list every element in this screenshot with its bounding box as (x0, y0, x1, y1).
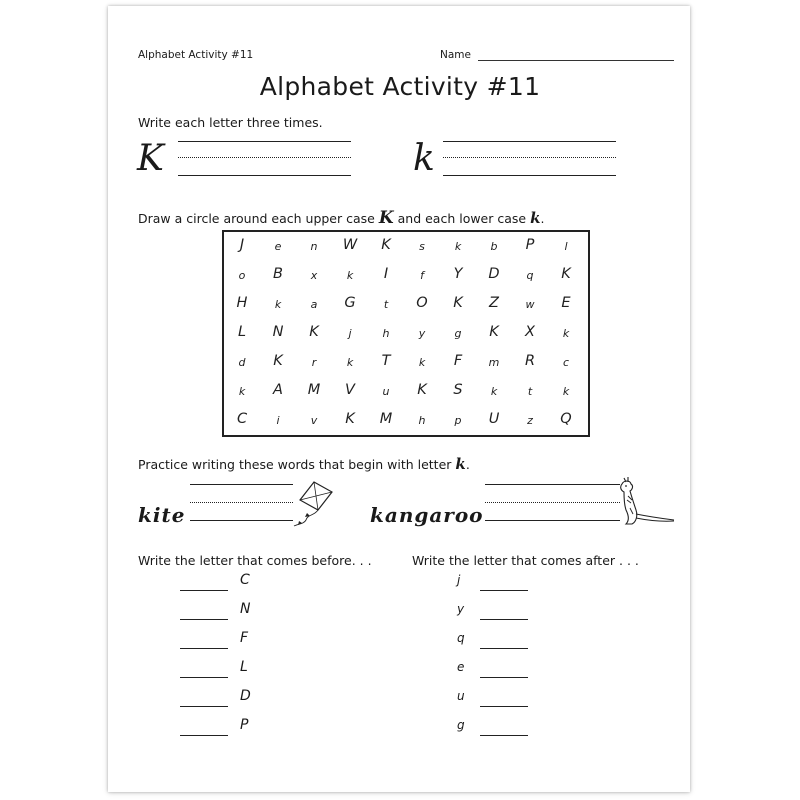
grid-letter[interactable]: N (272, 324, 284, 340)
grid-letter[interactable]: P (525, 237, 535, 253)
grid-letter[interactable]: r (311, 356, 317, 369)
practice-instruction-k: k (455, 455, 466, 473)
before-answer-line[interactable] (180, 706, 228, 707)
grid-letter[interactable]: k (238, 385, 246, 398)
uppercase-k-top-line (178, 141, 351, 142)
grid-letter[interactable]: j (348, 327, 352, 340)
circle-instruction (138, 208, 544, 228)
grid-letter[interactable]: M (379, 411, 393, 427)
uppercase-k-dotted-line[interactable] (178, 157, 351, 158)
after-letter: j (457, 573, 461, 587)
kangaroo-base-line (485, 520, 620, 521)
grid-letter[interactable]: i (276, 414, 280, 427)
circle-instruction-text-1: Draw a circle around each upper case (138, 211, 375, 226)
grid-letter[interactable]: l (564, 240, 568, 253)
page-title: Alphabet Activity #11 (259, 72, 541, 101)
kite-top-line (190, 484, 293, 485)
after-answer-line[interactable] (480, 590, 528, 591)
grid-letter[interactable]: O (416, 295, 428, 311)
circle-instruction-text-2: and each lower case (397, 211, 527, 226)
grid-letter[interactable]: L (237, 324, 247, 340)
name-label: Name (440, 49, 471, 61)
after-answer-line[interactable] (480, 648, 528, 649)
grid-letter[interactable]: p (454, 414, 462, 427)
grid-letter[interactable]: K (489, 324, 499, 340)
grid-letter[interactable]: b (490, 240, 498, 253)
grid-letter[interactable]: k (562, 327, 570, 340)
grid-letter[interactable]: u (382, 385, 390, 398)
uppercase-k-base-line (178, 175, 351, 176)
grid-letter[interactable]: K (453, 295, 463, 311)
grid-letter[interactable]: Z (489, 295, 499, 311)
before-answer-line[interactable] (180, 677, 228, 678)
grid-letter[interactable]: A (273, 382, 283, 398)
grid-letter[interactable]: t (527, 385, 533, 398)
grid-letter[interactable]: t (383, 298, 389, 311)
grid-letter[interactable]: e (274, 240, 282, 253)
before-letter: C (240, 572, 250, 588)
grid-letter[interactable]: d (238, 356, 246, 369)
kangaroo-dotted-line[interactable] (485, 502, 620, 503)
after-instruction: Write the letter that comes after . . . (412, 553, 639, 568)
grid-letter[interactable]: M (307, 382, 321, 398)
grid-letter[interactable]: F (453, 353, 463, 369)
before-answer-line[interactable] (180, 590, 228, 591)
grid-letter[interactable]: H (236, 295, 248, 311)
name-line[interactable] (478, 60, 674, 61)
grid-letter[interactable]: J (239, 237, 245, 253)
circle-instruction-lower-k: k (530, 209, 541, 227)
grid-letter[interactable]: x (310, 269, 318, 282)
circle-instruction-upper-k: K (378, 208, 394, 228)
kite-icon (288, 480, 336, 530)
grid-letter[interactable]: K (345, 411, 355, 427)
before-letter: D (240, 688, 251, 704)
grid-letter[interactable]: v (310, 414, 318, 427)
grid-letter[interactable]: K (561, 266, 571, 282)
lowercase-k-dotted-line[interactable] (443, 157, 616, 158)
grid-letter[interactable]: k (274, 298, 282, 311)
grid-letter[interactable]: w (525, 298, 535, 311)
letter-search-grid (222, 230, 590, 437)
grid-letter[interactable]: R (524, 353, 536, 369)
grid-letter[interactable]: I (383, 266, 389, 282)
after-letter: e (457, 660, 465, 674)
grid-letter[interactable]: K (417, 382, 427, 398)
circle-instruction-period: . (540, 211, 545, 226)
kangaroo-top-line (485, 484, 620, 485)
before-answer-line[interactable] (180, 619, 228, 620)
practice-words-instruction (138, 455, 470, 473)
grid-letter[interactable]: m (488, 356, 500, 369)
before-letter: N (240, 601, 251, 617)
kite-dotted-line[interactable] (190, 502, 293, 503)
grid-letter[interactable]: S (453, 382, 463, 398)
grid-letter[interactable]: n (310, 240, 318, 253)
kangaroo-icon (612, 474, 676, 528)
grid-letter[interactable]: y (418, 327, 426, 340)
practice-instruction-period: . (465, 457, 470, 472)
before-instruction: Write the letter that comes before. . . (138, 553, 372, 568)
grid-letter[interactable]: D (488, 266, 500, 282)
grid-letter[interactable]: o (238, 269, 246, 282)
grid-letter[interactable]: h (382, 327, 390, 340)
after-letter: u (457, 689, 465, 703)
after-answer-line[interactable] (480, 619, 528, 620)
before-answer-line[interactable] (180, 648, 228, 649)
grid-letter[interactable]: C (236, 411, 248, 427)
lowercase-k-top-line (443, 141, 616, 142)
grid-letter[interactable]: f (420, 269, 424, 282)
grid-letter[interactable]: g (454, 327, 462, 340)
before-letter: L (240, 659, 248, 675)
header-activity-label: Alphabet Activity #11 (138, 49, 254, 61)
after-answer-line[interactable] (480, 677, 528, 678)
grid-letter[interactable]: a (310, 298, 318, 311)
grid-letter[interactable]: h (418, 414, 426, 427)
grid-letter[interactable]: k (346, 269, 354, 282)
grid-letter[interactable]: E (561, 295, 571, 311)
after-letter: q (457, 631, 465, 645)
grid-letter[interactable]: K (273, 353, 283, 369)
uppercase-k-model: K (137, 138, 164, 179)
lowercase-k-model: k (413, 138, 435, 179)
grid-letter[interactable]: W (342, 237, 358, 253)
grid-letter[interactable]: q (526, 269, 534, 282)
grid-letter[interactable]: V (345, 382, 355, 398)
grid-letter[interactable]: B (273, 266, 283, 282)
write-letters-instruction: Write each letter three times. (138, 115, 323, 130)
grid-letter[interactable]: k (454, 240, 462, 253)
before-letter: F (240, 630, 249, 646)
after-letter: y (457, 602, 465, 616)
after-answer-line[interactable] (480, 706, 528, 707)
grid-letter[interactable]: X (525, 324, 535, 340)
practice-instruction-text: Practice writing these words that begin with letter (138, 457, 452, 472)
word-kite: kite (138, 503, 186, 527)
after-letter: g (457, 718, 465, 732)
grid-letter[interactable]: k (418, 356, 426, 369)
grid-letter[interactable]: s (419, 240, 425, 253)
grid-letter[interactable]: Q (560, 411, 572, 427)
grid-letter[interactable]: z (527, 414, 533, 427)
grid-letter[interactable]: Y (453, 266, 463, 282)
kite-base-line (190, 520, 293, 521)
word-kangaroo: kangaroo (370, 503, 484, 527)
before-letter: P (240, 717, 249, 733)
grid-letter[interactable]: U (488, 411, 500, 427)
lowercase-k-base-line (443, 175, 616, 176)
grid-letter[interactable]: K (381, 237, 391, 253)
grid-letter[interactable]: G (344, 295, 356, 311)
grid-letter[interactable]: c (562, 356, 570, 369)
grid-letter[interactable]: K (309, 324, 319, 340)
grid-letter[interactable]: T (381, 353, 391, 369)
before-answer-line[interactable] (180, 735, 228, 736)
grid-letter[interactable]: k (490, 385, 498, 398)
grid-letter[interactable]: k (562, 385, 570, 398)
after-answer-line[interactable] (480, 735, 528, 736)
grid-letter[interactable]: k (346, 356, 354, 369)
